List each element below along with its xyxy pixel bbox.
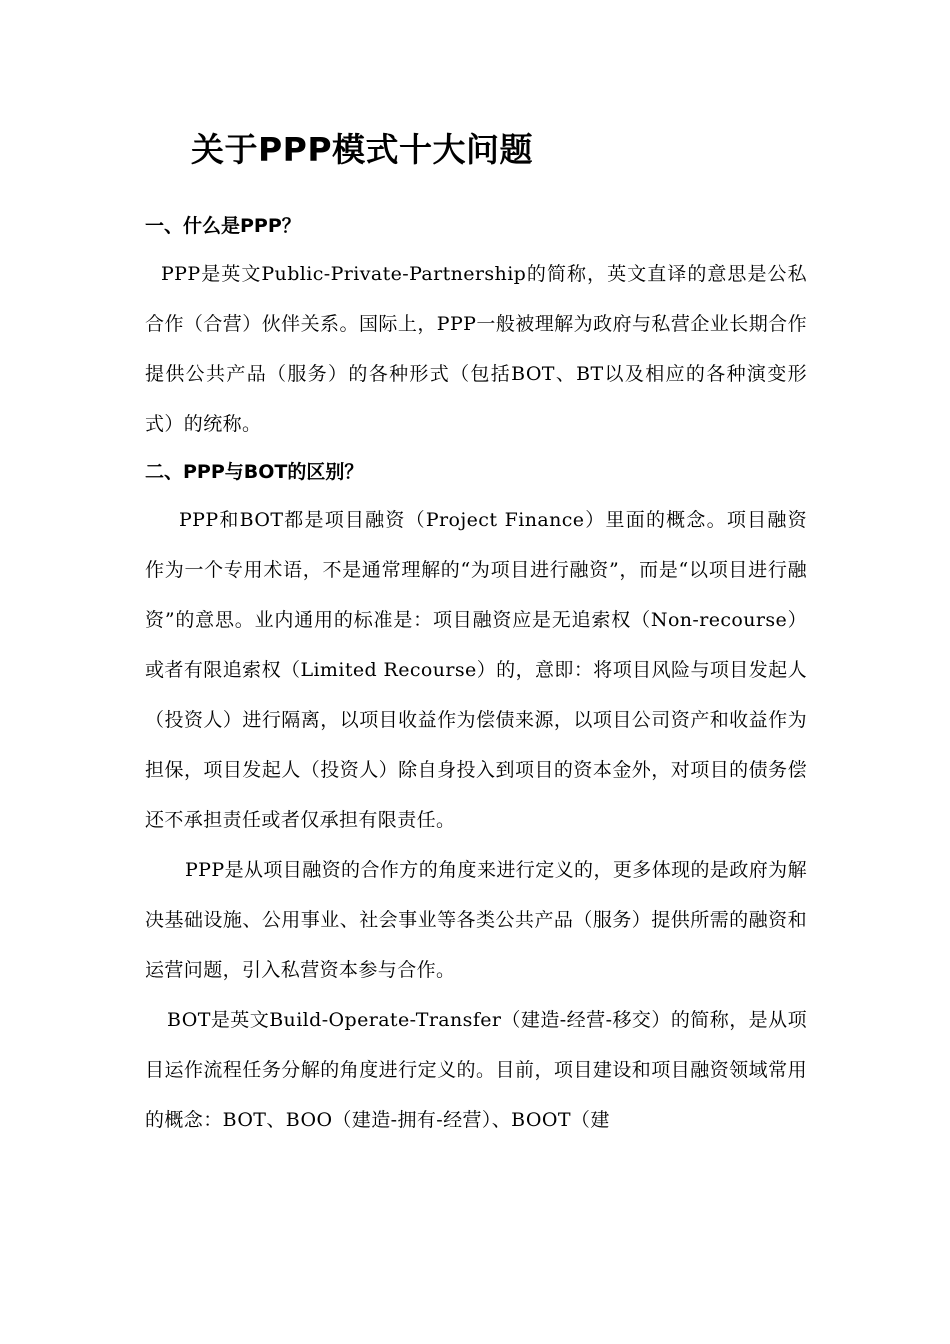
paragraph: PPP和BOT都是项目融资（Project Finance）里面的概念。项目融资作为一个专用术语，不是通常理解的“为项目进行融资”，而是“以项目进行融资”的意思。业内通用的标准是：项目融资应是无追索权（Non-recourse）或者有限追索权（Limited Recourse）的，意即：将项目风险与项目发起人（投资人）进行隔离，以项目收益作为偿债来源，以项目公司资产和收益作为担保，项目发起人（投资人）除自身投入到项目的资本金外，对项目的债务偿还不承担责任或者仅承担有限责任。 <box>145 509 807 831</box>
section-heading-what-is-ppp: 一、什么是PPP？ <box>145 215 301 237</box>
document-title: 关于PPP模式十大问题 <box>191 130 534 169</box>
document-body <box>145 203 807 1145</box>
paragraph: PPP是英文Public-Private-Partnership的简称，英文直译的意思是公私合作（合营）伙伴关系。国际上，PPP一般被理解为政府与私营企业长期合作提供公共产品（服务）的各种形式（包括BOT、BT以及相应的各种演变形式）的统称。 <box>145 263 807 435</box>
section-heading-ppp-vs-bot: 二、PPP与BOT的区别？ <box>145 461 364 483</box>
paragraph: PPP是从项目融资的合作方的角度来进行定义的，更多体现的是政府为解决基础设施、公用事业、社会事业等各类公共产品（服务）提供所需的融资和运营问题，引入私营资本参与合作。 <box>145 859 807 981</box>
paragraph: BOT是英文Build-Operate-Transfer（建造-经营-移交）的简称，是从项目运作流程任务分解的角度进行定义的。目前，项目建设和项目融资领域常用的概念：BOT、BOO（建造-拥有-经营）、BOOT（建 <box>145 1009 807 1131</box>
